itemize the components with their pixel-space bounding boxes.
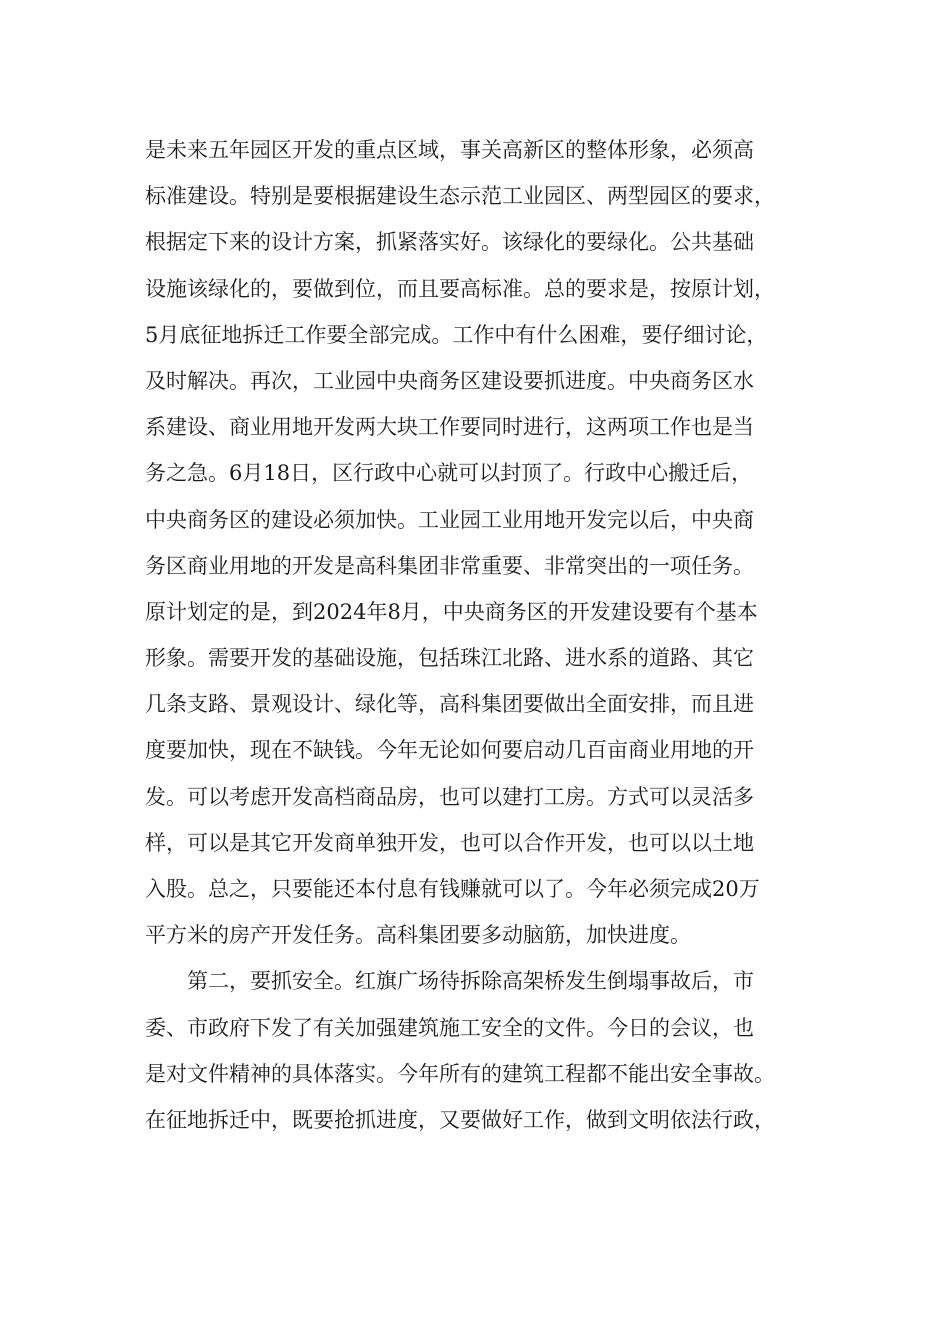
text-line: 原计划定的是，到2024年8月，中央商务区的开发建设要有个基本 (145, 599, 758, 624)
text-line: 根据定下来的设计方案，抓紧落实好。该绿化的要绿化。公共基础 (145, 230, 754, 255)
text-line: 样，可以是其它开发商单独开发，也可以合作开发，也可以以土地 (145, 830, 754, 855)
text-line: 务区商业用地的开发是高科集团非常重要、非常突出的一项任务。 (145, 553, 754, 578)
text-line: 度要加快，现在不缺钱。今年无论如何要启动几百亩商业用地的开 (145, 738, 754, 763)
text-line: 及时解决。再次，工业园中央商务区建设要抓进度。中央商务区水 (145, 368, 754, 393)
text-line: 设施该绿化的，要做到位，而且要高标准。总的要求是，按原计划， (145, 276, 775, 301)
text-line: 入股。总之，只要能还本付息有钱赚就可以了。今年必须完成20万 (145, 877, 760, 901)
text-line: 几条支路、景观设计、绿化等，高科集团要做出全面安排，而且进 (145, 692, 754, 717)
text-line: 是未来五年园区开发的重点区域，事关高新区的整体形象，必须高 (145, 138, 754, 162)
text-line: 平方米的房产开发任务。高科集团要多动脑筋，加快进度。 (145, 923, 691, 948)
text-line: 务之急。6月18日，区行政中心就可以封顶了。行政中心搬迁后， (145, 461, 753, 486)
text-line: 形象。需要开发的基础设施，包括珠江北路、进水系的道路、其它 (145, 646, 754, 671)
text-line: 5月底征地拆迁工作要全部完成。工作中有什么困难，要仔细讨论， (145, 322, 768, 347)
text-line: 系建设、商业用地开发两大块工作要同时进行，这两项工作也是当 (145, 415, 754, 440)
text-line: 中央商务区的建设必须加快。工业园工业用地开发完以后，中央商 (145, 507, 754, 532)
paragraph-start-line: 第二，要抓安全。红旗广场待拆除高架桥发生倒塌事故后，市 (145, 969, 754, 994)
text-line: 是对文件精神的具体落实。今年所有的建筑工程都不能出安全事故。 (145, 1061, 775, 1086)
body-text (145, 127, 835, 1143)
text-line: 委、市政府下发了有关加强建筑施工安全的文件。今日的会议，也 (145, 1015, 754, 1040)
text-line: 发。可以考虑开发高档商品房，也可以建打工房。方式可以灵活多 (145, 784, 754, 809)
text-line: 标准建设。特别是要根据建设生态示范工业园区、两型园区的要求， (145, 184, 775, 209)
text-line: 在征地拆迁中，既要抢抓进度，又要做好工作，做到文明依法行政， (145, 1107, 775, 1132)
